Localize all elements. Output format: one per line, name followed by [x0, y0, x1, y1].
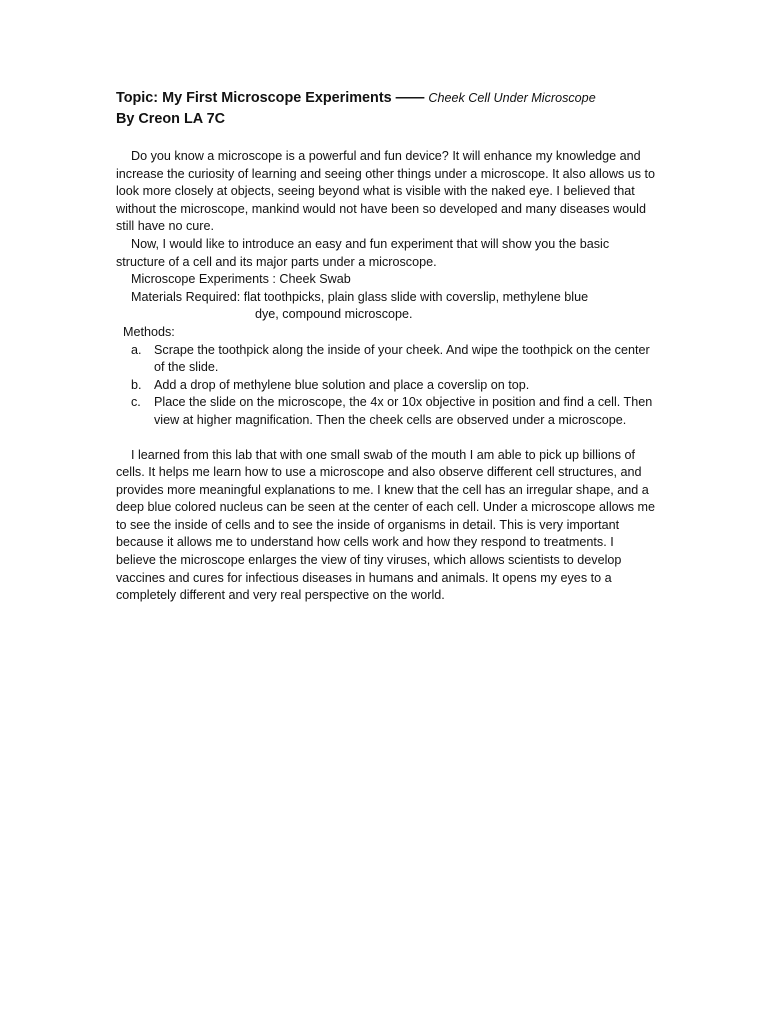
list-marker: c. — [131, 395, 141, 410]
method-step-text: Place the slide on the microscope, the 4x or 10x objective in position and find a cell. Then view at higher magnification. Then the cheek cells are observed under a microscope. — [154, 395, 653, 427]
methods-heading: Methods: — [123, 324, 175, 339]
document-title — [116, 88, 656, 108]
document-page — [116, 88, 656, 605]
experiment-name: Microscope Experiments : Cheek Swab — [131, 272, 351, 287]
list-item — [116, 377, 656, 395]
author-byline: By Creon LA 7C — [116, 111, 226, 127]
method-step-text: Add a drop of methylene blue solution and place a coverslip on top. — [154, 377, 530, 392]
topic-heading: Topic: My First Microscope Experiments —— — [116, 90, 425, 106]
methods-list — [116, 342, 656, 430]
list-item — [116, 394, 656, 429]
list-item — [116, 342, 656, 377]
list-marker: a. — [131, 342, 142, 357]
materials-line-2: dye, compound microscope. — [255, 307, 413, 322]
list-marker: b. — [131, 377, 142, 392]
materials-line-1: Materials Required: flat toothpicks, plain glass slide with coverslip, methylene blue — [131, 289, 589, 304]
method-step-text: Scrape the toothpick along the inside of your cheek. And wipe the toothpick on the center of the slide. — [154, 342, 650, 375]
document-body — [116, 148, 656, 605]
topic-subtitle: Cheek Cell Under Microscope — [428, 91, 596, 105]
intro-paragraph-1: Do you know a microscope is a powerful and fun device? It will enhance my knowledge and increase the curiosity of learning and seeing other things under a microscope. It also allows us to look more closely at objects, seeing beyond what is visible with the naked eye. I believed that without the microscope, mankind would not have been so developed and many diseases would still have no cure. — [116, 149, 656, 234]
materials-required — [116, 289, 656, 324]
conclusion-paragraph: I learned from this lab that with one small swab of the mouth I am able to pick up billions of cells. It helps me learn how to use a microscope and also observe different cell structures, and provides more meaningful explanations to me. I knew that the cell has an irregular shape, and a deep blue colored nucleus can be seen at the center of each cell. Under a microscope allows me to see the inside of cells and to see the inside of organisms in detail. This is very important because it allows me to understand how cells work and how they respond to treatments. I believe the microscope enlarges the view of tiny viruses, which allows scientists to develop vaccines and cures for infectious diseases in humans and animals. It opens my eyes to a completely different and very real perspective on the world. — [116, 447, 656, 603]
intro-paragraph-2: Now, I would like to introduce an easy and fun experiment that will show you the basic structure of a cell and its major parts under a microscope. — [116, 236, 610, 269]
